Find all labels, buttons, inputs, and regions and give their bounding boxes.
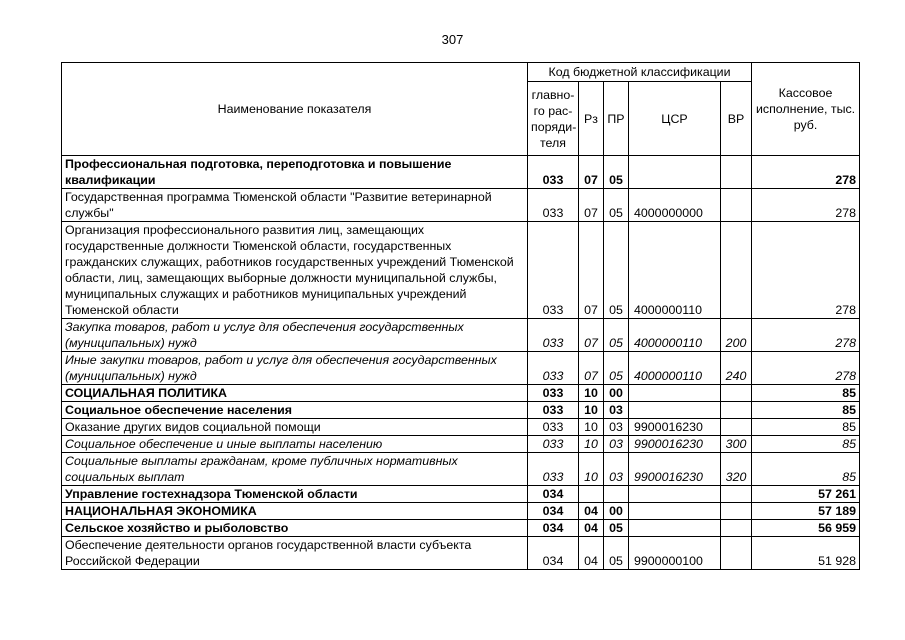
cell-rz: 10	[579, 419, 604, 436]
cell-amount: 56 959	[752, 520, 860, 537]
cell-pr: 05	[604, 352, 629, 385]
cell-name: Обеспечение деятельности органов государственной власти субъекта Российской Федерации	[62, 537, 528, 570]
cell-glavny: 033	[528, 222, 579, 319]
table-row	[62, 402, 860, 419]
cell-csr: 9900016230	[629, 436, 721, 453]
cell-pr: 03	[604, 402, 629, 419]
cell-glavny: 033	[528, 419, 579, 436]
cell-amount: 278	[752, 352, 860, 385]
cell-csr	[629, 156, 721, 189]
cell-vr: 320	[721, 453, 752, 486]
cell-pr: 05	[604, 537, 629, 570]
cell-csr: 4000000110	[629, 319, 721, 352]
table-row	[62, 537, 860, 570]
cell-name: Закупка товаров, работ и услуг для обеспечения государственных (муниципальных) нужд	[62, 319, 528, 352]
page-number: 307	[441, 32, 464, 47]
table-row	[62, 520, 860, 537]
cell-vr	[721, 503, 752, 520]
header-pr: ПР	[604, 82, 629, 156]
cell-rz: 04	[579, 537, 604, 570]
cell-glavny: 034	[528, 520, 579, 537]
cell-amount: 57 261	[752, 486, 860, 503]
cell-vr	[721, 189, 752, 222]
cell-pr: 00	[604, 503, 629, 520]
cell-glavny: 033	[528, 156, 579, 189]
cell-csr: 9900000100	[629, 537, 721, 570]
cell-glavny: 034	[528, 486, 579, 503]
cell-pr: 05	[604, 189, 629, 222]
cell-rz: 10	[579, 402, 604, 419]
table-body	[62, 156, 860, 570]
cell-csr: 4000000110	[629, 222, 721, 319]
header-kbk-group: Код бюджетной классификации	[528, 63, 752, 82]
cell-csr	[629, 520, 721, 537]
cell-pr	[604, 486, 629, 503]
cell-name: Социальное обеспечение и иные выплаты населению	[62, 436, 528, 453]
cell-vr	[721, 486, 752, 503]
cell-vr	[721, 419, 752, 436]
cell-vr	[721, 222, 752, 319]
cell-pr: 00	[604, 385, 629, 402]
cell-pr: 05	[604, 222, 629, 319]
cell-name: Социальные выплаты гражданам, кроме публичных нормативных социальных выплат	[62, 453, 528, 486]
cell-vr	[721, 537, 752, 570]
table-row	[62, 419, 860, 436]
cell-glavny: 033	[528, 402, 579, 419]
cell-vr	[721, 385, 752, 402]
cell-glavny: 033	[528, 436, 579, 453]
cell-glavny: 033	[528, 385, 579, 402]
cell-csr	[629, 402, 721, 419]
cell-rz: 04	[579, 520, 604, 537]
cell-csr: 9900016230	[629, 453, 721, 486]
table-row	[62, 486, 860, 503]
cell-amount: 278	[752, 189, 860, 222]
cell-amount: 57 189	[752, 503, 860, 520]
cell-pr: 05	[604, 156, 629, 189]
cell-csr	[629, 486, 721, 503]
cell-pr: 03	[604, 436, 629, 453]
header-name: Наименование показателя	[62, 63, 528, 156]
cell-rz: 07	[579, 156, 604, 189]
cell-pr: 03	[604, 419, 629, 436]
cell-amount: 85	[752, 436, 860, 453]
header-csr: ЦСР	[629, 82, 721, 156]
table-row	[62, 189, 860, 222]
cell-amount: 278	[752, 222, 860, 319]
table-row	[62, 156, 860, 189]
table-row	[62, 319, 860, 352]
cell-name: Организация профессионального развития лиц, замещающих государственные должности Тюменской области, государственных гражданских служащих, работников государственных учреждений Тюменской области, лиц, замещающих выборные должности муниципальной службы, муниципальных служащих и работников муниципальных учреждений Тюменской области	[62, 222, 528, 319]
cell-amount: 51 928	[752, 537, 860, 570]
cell-rz: 07	[579, 189, 604, 222]
cell-name: НАЦИОНАЛЬНАЯ ЭКОНОМИКА	[62, 503, 528, 520]
cell-rz: 04	[579, 503, 604, 520]
header-vr: ВР	[721, 82, 752, 156]
cell-name: Иные закупки товаров, работ и услуг для обеспечения государственных (муниципальных) нужд	[62, 352, 528, 385]
cell-name: СОЦИАЛЬНАЯ ПОЛИТИКА	[62, 385, 528, 402]
header-rz: Рз	[579, 82, 604, 156]
cell-rz: 10	[579, 436, 604, 453]
cell-csr: 4000000000	[629, 189, 721, 222]
cell-glavny: 034	[528, 503, 579, 520]
cell-name: Оказание других видов социальной помощи	[62, 419, 528, 436]
cell-amount: 85	[752, 402, 860, 419]
table-row	[62, 503, 860, 520]
table-row	[62, 436, 860, 453]
cell-amount: 85	[752, 453, 860, 486]
header-glavny: главно-го рас-поряди-теля	[528, 82, 579, 156]
cell-amount: 85	[752, 385, 860, 402]
cell-rz: 10	[579, 453, 604, 486]
cell-vr: 240	[721, 352, 752, 385]
cell-glavny: 033	[528, 352, 579, 385]
cell-vr: 200	[721, 319, 752, 352]
cell-name: Управление гостехнадзора Тюменской области	[62, 486, 528, 503]
cell-amount: 278	[752, 156, 860, 189]
cell-vr	[721, 156, 752, 189]
cell-name: Государственная программа Тюменской области "Развитие ветеринарной службы"	[62, 189, 528, 222]
cell-csr: 9900016230	[629, 419, 721, 436]
cell-rz: 07	[579, 222, 604, 319]
cell-glavny: 033	[528, 453, 579, 486]
cell-amount: 278	[752, 319, 860, 352]
cell-pr: 03	[604, 453, 629, 486]
cell-rz: 10	[579, 385, 604, 402]
table-row	[62, 222, 860, 319]
cell-csr	[629, 503, 721, 520]
cell-name: Социальное обеспечение населения	[62, 402, 528, 419]
cell-csr: 4000000110	[629, 352, 721, 385]
table-row	[62, 352, 860, 385]
cell-vr: 300	[721, 436, 752, 453]
cell-glavny: 034	[528, 537, 579, 570]
cell-glavny: 033	[528, 319, 579, 352]
cell-pr: 05	[604, 319, 629, 352]
cell-pr: 05	[604, 520, 629, 537]
table-row	[62, 453, 860, 486]
budget-table	[61, 62, 860, 570]
cell-csr	[629, 385, 721, 402]
cell-vr	[721, 520, 752, 537]
header-amount: Кассовое исполнение, тыс. руб.	[752, 63, 860, 156]
cell-rz: 07	[579, 352, 604, 385]
cell-name: Профессиональная подготовка, переподготовка и повышение квалификации	[62, 156, 528, 189]
cell-amount: 85	[752, 419, 860, 436]
cell-rz	[579, 486, 604, 503]
table-row	[62, 385, 860, 402]
cell-rz: 07	[579, 319, 604, 352]
cell-glavny: 033	[528, 189, 579, 222]
cell-vr	[721, 402, 752, 419]
cell-name: Сельское хозяйство и рыболовство	[62, 520, 528, 537]
